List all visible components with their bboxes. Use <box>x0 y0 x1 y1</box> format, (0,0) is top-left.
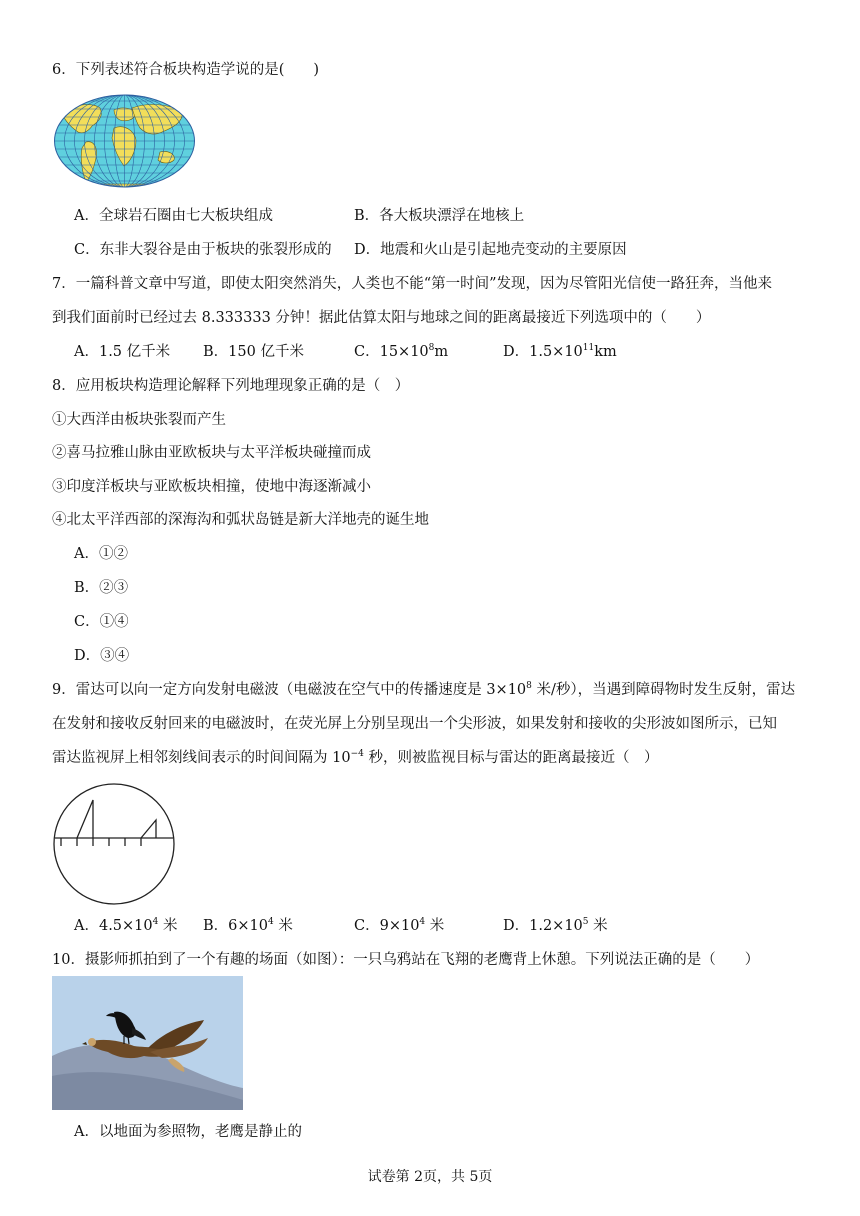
q8-option-a[interactable]: A．①② <box>74 546 128 562</box>
q8-option-d[interactable]: D．③④ <box>74 648 130 664</box>
page-footer: 试卷第 2页，共 5页 <box>367 1169 493 1185</box>
q7-option-c[interactable]: C．$15\times 10^8m$ <box>354 343 449 360</box>
q6-option-a[interactable]: A．全球岩石圈由七大板块组成 <box>74 208 273 224</box>
q7-option-b[interactable]: B．150 亿千米 <box>203 344 304 360</box>
q8-item-3: ③印度洋板块与亚欧板块相撞，使地中海逐渐减小 <box>52 479 371 495</box>
q7-option-d[interactable]: D．$1.5\times 10^{11}km$ <box>503 343 617 360</box>
q7-stem-line2: 到我们面前时已经过去 8.333333 分钟！据此估算太阳与地球之间的距离最接近下列选项中的（ ） <box>52 310 711 326</box>
q10-stem: 10．摄影师抓拍到了一个有趣的场面（如图）：一只乌鸦站在飞翔的老鹰背上休憩。下列说法正确的是（ ） <box>52 952 760 968</box>
q7-stem-line1: 7．一篇科普文章中写道，即使太阳突然消失，人类也不能“第一时间”发现，因为尽管阳光信使一路狂奔，当他来 <box>52 276 773 292</box>
q9-stem-line1: 9．雷达可以向一定方向发射电磁波（电磁波在空气中的传播速度是 $3\times 10^8$ 米/秒），当遇到障碍物时发生反射，雷达 <box>52 681 796 698</box>
radar-screen-figure <box>52 782 176 906</box>
q8-item-4: ④北太平洋西部的深海沟和弧状岛链是新大洋地壳的诞生地 <box>52 512 429 528</box>
q9-option-a[interactable]: A．$4.5\times 10^4$ 米 <box>74 917 178 934</box>
q9-option-d[interactable]: D．$1.2\times 10^5$ 米 <box>503 917 608 934</box>
world-map-figure <box>52 92 197 190</box>
q9-option-b[interactable]: B．$6\times 10^4$ 米 <box>203 917 293 934</box>
q9-option-c[interactable]: C．$9\times 10^4$ 米 <box>354 917 445 934</box>
q9-stem-line2: 在发射和接收反射回来的电磁波时，在荧光屏上分别呈现出一个尖形波，如果发射和接收的尖形波如图所示，已知 <box>52 716 777 732</box>
q6-option-d[interactable]: D．地震和火山是引起地壳变动的主要原因 <box>354 242 627 258</box>
q9-stem-line3: 雷达监视屏上相邻刻线间表示的时间间隔为 $10^{-4}$ 秒，则被监视目标与雷达的距离最接近（ ） <box>52 749 659 766</box>
q6-option-b[interactable]: B．各大板块漂浮在地核上 <box>354 208 525 224</box>
q8-stem: 8．应用板块构造理论解释下列地理现象正确的是（ ） <box>52 378 410 394</box>
q8-option-c[interactable]: C．①④ <box>74 614 129 630</box>
q10-option-a[interactable]: A．以地面为参照物，老鹰是静止的 <box>74 1124 302 1140</box>
q6-stem: 6．下列表述符合板块构造学说的是( ) <box>52 62 320 78</box>
q8-item-1: ①大西洋由板块张裂而产生 <box>52 412 226 428</box>
q7-option-a[interactable]: A．1.5 亿千米 <box>74 344 171 360</box>
q6-option-c[interactable]: C．东非大裂谷是由于板块的张裂形成的 <box>74 242 332 258</box>
q8-option-b[interactable]: B．②③ <box>74 580 129 596</box>
q8-item-2: ②喜马拉雅山脉由亚欧板块与太平洋板块碰撞而成 <box>52 445 371 461</box>
crow-on-eagle-photo <box>52 976 243 1110</box>
